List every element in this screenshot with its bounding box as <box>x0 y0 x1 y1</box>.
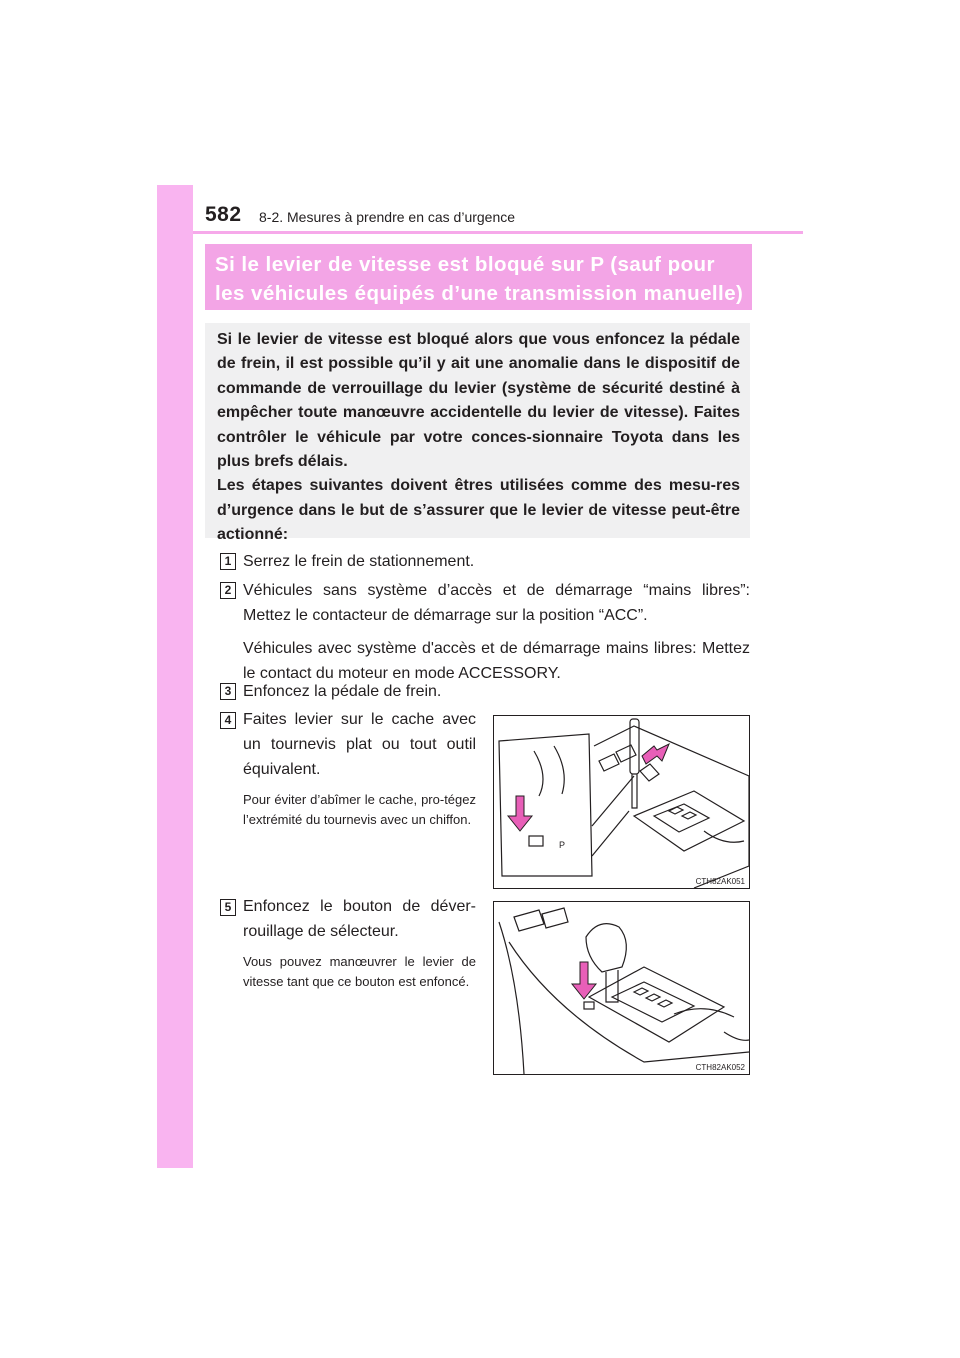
figure-code-5: CTH82AK052 <box>695 1063 745 1072</box>
step-2-number: 2 <box>220 582 236 599</box>
shift-lock-illustration <box>494 902 749 1074</box>
step-4-text: Faites levier sur le cache avec un tournevis plat ou tout outil équivalent. <box>243 711 476 778</box>
step-5-text: Enfoncez le bouton de déver-rouillage de sélecteur. <box>243 898 476 940</box>
step-3-number: 3 <box>220 683 236 700</box>
heading-line-1: Si le levier de vitesse est bloqué sur P (sauf pour <box>215 253 715 276</box>
step-5-block <box>243 894 476 992</box>
figure-code-4: CTH82AK051 <box>695 877 745 886</box>
step-5-number: 5 <box>220 899 236 916</box>
page-number: 582 <box>205 203 242 226</box>
step-5-note: Vous pouvez manœuvrer le levier de vitesse tant que ce bouton est enfoncé. <box>243 954 476 989</box>
section-heading <box>205 244 752 310</box>
heading-line-2: les véhicules équipés d’une transmission manuelle) <box>215 282 744 305</box>
step-3-text: Enfoncez la pédale de frein. <box>243 683 442 700</box>
intro-paragraph-1: Si le levier de vitesse est bloqué alors que vous enfoncez la pédale de frein, il est possible qu’il y ait une anomalie dans le dispositif de commande de verrouillage du levier (système de sécurité destiné à empêcher toute manœuvre accidentelle du levier de vitesse). Faites contrôler le véhicule par votre conces-sionnaire Toyota dans les plus brefs délais. <box>217 331 740 471</box>
section-title: 8-2. Mesures à prendre en cas d’urgence <box>259 209 516 225</box>
figure-screwdriver-cover <box>493 715 750 889</box>
header-rule <box>193 231 803 234</box>
step-4-number: 4 <box>220 712 236 729</box>
step-2-text-b: Véhicules avec système d'accès et de démarrage mains libres: Mettez le contact du moteur en mode ACCESSORY. <box>243 640 750 682</box>
step-2-text: Véhicules sans système d’accès et de démarrage “mains libres”: Mettez le contacteur de démarrage sur la position “ACC”. <box>243 582 750 624</box>
side-tab-strip <box>157 185 193 1168</box>
step-1-number: 1 <box>220 553 236 570</box>
figure-shift-lock-button <box>493 901 750 1075</box>
intro-box <box>205 323 750 544</box>
step-1-text: Serrez le frein de stationnement. <box>243 553 475 570</box>
intro-paragraph-2: Les étapes suivantes doivent êtres utilisées comme des mesu-res d’urgence dans le but de s’assurer que le levier de vitesse peut-être actionné: <box>217 477 740 544</box>
step-4-block <box>243 707 476 830</box>
step-2-block <box>243 578 750 686</box>
svg-text:P: P <box>559 840 566 850</box>
shift-cover-illustration <box>494 716 749 888</box>
step-4-note: Pour éviter d’abîmer le cache, pro-tégez l’extrémité du tournevis avec un chiffon. <box>243 792 476 827</box>
